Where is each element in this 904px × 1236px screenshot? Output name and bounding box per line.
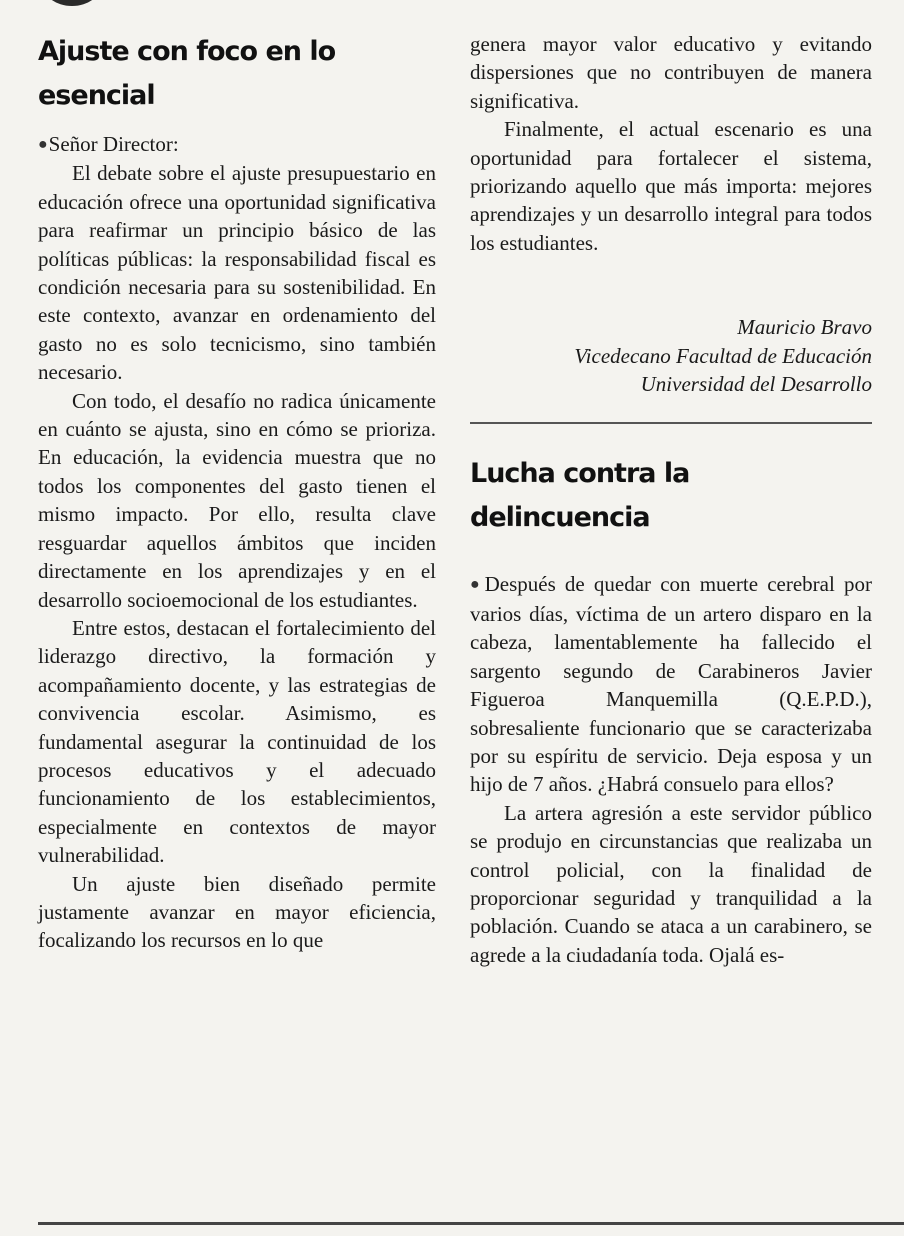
letter-headline: Ajuste con foco en lo esencial: [38, 36, 336, 111]
letter-paragraph: [470, 570, 872, 798]
section-divider: [470, 422, 872, 424]
letter-salutation: [38, 130, 436, 159]
letter-paragraph: El debate sobre el ajuste presupuestario en educación ofrece una oportunidad significativa para reafirmar un principio básico de las políticas públicas: la responsabilidad fiscal es condición necesaria para su sostenibilidad. En este contexto, avanzar en ordenamiento del gasto no es solo tecnicismo, sino también necesario.: [38, 161, 436, 385]
letter-paragraph: Finalmente, el actual escenario es una oportunidad para fortalecer el sistema, priorizando aquello que más importa: mejores aprendizajes y un desarrollo integral para todos los estudiantes.: [470, 117, 872, 255]
paragraph-text: Después de quedar con muerte cerebral por varios días, víctima de un artero disparo en la cabeza, lamentablemente ha fallecido el sargento segundo de Carabineros Javier Figueroa Manquemilla (Q.E.P.D.), sobresaliente funcionario que se caracterizaba por su espíritu de servicio. Deja esposa y un hijo de 7 años. ¿Habrá consuelo para ellos?: [470, 572, 872, 797]
letter-headline: Lucha contra la delincuencia: [470, 458, 690, 534]
bullet-icon: ●: [470, 576, 484, 594]
letter-paragraph: genera mayor valor educativo y evitando dispersiones que no contribuyen de manera significativa.: [470, 32, 872, 113]
decorative-mark: [42, 0, 102, 6]
bullet-icon: ●: [38, 136, 48, 153]
salutation-text: Señor Director:: [48, 132, 179, 156]
letter-paragraph: Entre estos, destacan el fortalecimiento del liderazgo directivo, la formación y acompañamiento docente, y las estrategias de convivencia escolar. Asimismo, es fundamental asegurar la continuidad de los procesos educativos y el adecuado funcionamiento de los establecimientos, especialmente en contextos de mayor vulnerabilidad.: [38, 615, 436, 868]
signature-institution: Universidad del Desarrollo: [640, 372, 872, 397]
bottom-divider: [38, 1222, 904, 1225]
letter-paragraph: La artera agresión a este servidor público se produjo en circunstancias que realizaba un control policial, con la finalidad de proporcionar seguridad y tranquilidad a la población. Cuando se ataca a un carabinero, se agrede a la ciudadanía toda. Ojalá es-: [470, 800, 872, 967]
letter-column-left: [38, 30, 436, 955]
letter-column-right: [470, 30, 872, 969]
letter-paragraph: Un ajuste bien diseñado permite justamente avanzar en mayor eficiencia, focalizando los recursos en lo que: [38, 871, 436, 953]
signature-title: Vicedecano Facultad de Educación: [574, 343, 872, 368]
letter-paragraph: Con todo, el desafío no radica únicamente en cuánto se ajusta, sino en cómo se prioriza. En educación, la evidencia muestra que no todos los componentes del gasto tienen el mismo impacto. Por ello, resulta clave resguardar aquellos ámbitos que inciden directamente en los aprendizajes y en el desarrollo socioemocional de los estudiantes.: [38, 388, 436, 612]
signature-name: Mauricio Bravo: [737, 315, 872, 340]
